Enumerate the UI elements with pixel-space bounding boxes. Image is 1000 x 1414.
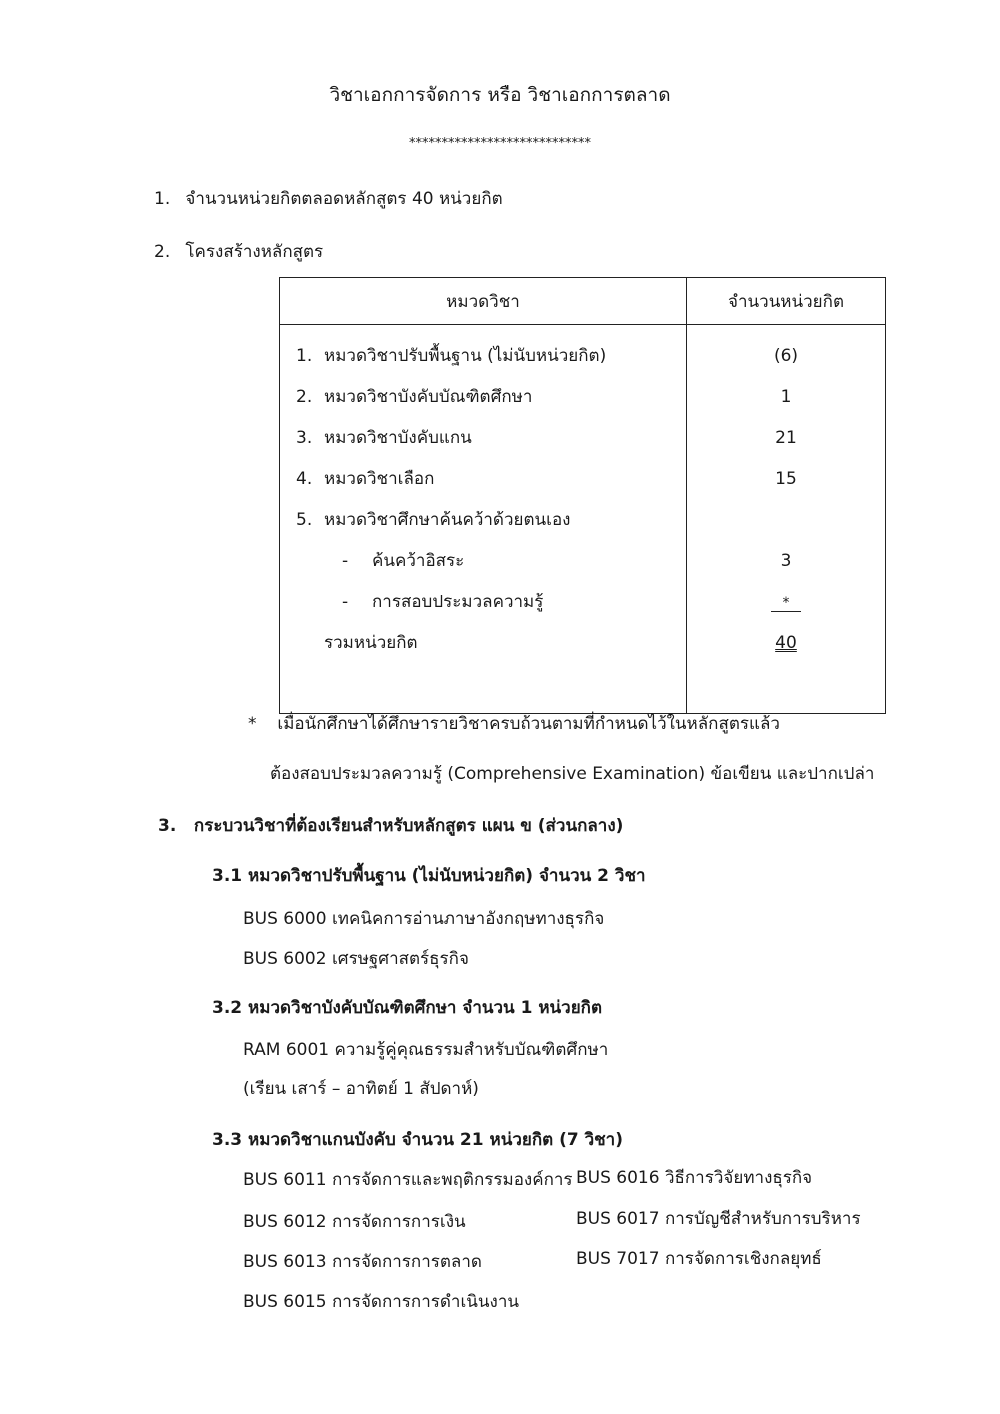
course-item: BUS 6011 การจัดการและพฤติกรรมองค์การ: [243, 1170, 573, 1190]
course-item: BUS 6000 เทคนิคการอ่านภาษาอังกฤษทางธุรกิจ: [243, 909, 605, 929]
course-item: BUS 6017 การบัญชีสำหรับการบริหาร: [576, 1209, 861, 1229]
table-row: [280, 581, 886, 622]
course-item: BUS 7017 การจัดการเชิงกลยุทธ์: [576, 1249, 822, 1269]
note-mark: *: [248, 714, 257, 734]
row-number: 1.: [296, 346, 313, 366]
total-value: 40: [775, 632, 797, 653]
row-bullet: -: [342, 592, 349, 612]
document-title: วิชาเอกการจัดการ หรือ วิชาเอกการตลาด: [329, 84, 671, 106]
item-1-number: 1.: [154, 189, 171, 209]
table-row: [280, 325, 886, 377]
row-label: หมวดวิชาปรับพื้นฐาน (ไม่นับหน่วยกิต): [324, 346, 607, 366]
row-label: หมวดวิชาบังคับแกน: [324, 428, 472, 448]
course-note: (เรียน เสาร์ – อาทิตย์ 1 สัปดาห์): [243, 1079, 479, 1099]
table-header-row: [280, 278, 886, 325]
item-3-text: กระบวนวิชาที่ต้องเรียนสำหรับหลักสูตร แผน ข (ส่วนกลาง): [193, 816, 624, 836]
item-2-text: โครงสร้างหลักสูตร: [185, 242, 324, 262]
item-3-number: 3.: [158, 816, 177, 836]
note-block: [248, 710, 780, 737]
curriculum-structure-table: [279, 277, 886, 714]
row-bullet: -: [342, 551, 349, 571]
row-label: หมวดวิชาศึกษาค้นคว้าด้วยตนเอง: [324, 510, 571, 530]
row-value: 3: [687, 540, 886, 581]
row-value: 21: [687, 417, 886, 458]
item-2: [154, 238, 323, 265]
header-credits: จำนวนหน่วยกิต: [687, 278, 886, 325]
item-1-text: จำนวนหน่วยกิตตลอดหลักสูตร 40 หน่วยกิต: [185, 189, 503, 209]
row-number: 3.: [296, 428, 313, 448]
row-value: 15: [687, 458, 886, 499]
course-item: BUS 6015 การจัดการการดำเนินงาน: [243, 1292, 519, 1312]
header-category: หมวดวิชา: [280, 278, 687, 325]
section-3-3-heading: 3.3 หมวดวิชาแกนบังคับ จำนวน 21 หน่วยกิต (7 วิชา): [212, 1130, 623, 1150]
section-3-1-heading: 3.1 หมวดวิชาปรับพื้นฐาน (ไม่นับหน่วยกิต) จำนวน 2 วิชา: [212, 866, 646, 886]
row-label: การสอบประมวลความรู้: [372, 592, 544, 612]
row-number: 5.: [296, 510, 313, 530]
note-line-1: เมื่อนักศึกษาได้ศึกษารายวิชาครบถ้วนตามที่กำหนดไว้ในหลักสูตรแล้ว: [277, 714, 780, 734]
row-value: (6): [687, 325, 886, 377]
total-label: รวมหน่วยกิต: [324, 633, 418, 653]
table-row: [280, 540, 886, 581]
row-number: 4.: [296, 469, 313, 489]
item-2-number: 2.: [154, 242, 171, 262]
course-item: BUS 6012 การจัดการการเงิน: [243, 1212, 466, 1232]
table-row-spacer: [280, 663, 886, 714]
course-item: RAM 6001 ความรู้คู่คุณธรรมสำหรับบัณฑิตศึกษา: [243, 1040, 609, 1060]
table-row: [280, 376, 886, 417]
note-line-2: ต้องสอบประมวลความรู้ (Comprehensive Examination) ข้อเขียน และปากเปล่า: [270, 764, 875, 784]
row-number: 2.: [296, 387, 313, 407]
row-label: ค้นคว้าอิสระ: [372, 551, 465, 571]
row-label: หมวดวิชาเลือก: [324, 469, 435, 489]
table-row: [280, 499, 886, 540]
item-3: [158, 812, 623, 839]
separator: ****************************: [409, 136, 591, 151]
row-value: 1: [687, 376, 886, 417]
course-item: BUS 6002 เศรษฐศาสตร์ธุรกิจ: [243, 949, 469, 969]
section-3-2-heading: 3.2 หมวดวิชาบังคับบัณฑิตศึกษา จำนวน 1 หน่วยกิต: [212, 998, 603, 1018]
row-label: หมวดวิชาบังคับบัณฑิตศึกษา: [324, 387, 533, 407]
item-1: [154, 185, 503, 212]
table-row: [280, 417, 886, 458]
row-value: [687, 499, 886, 540]
course-item: BUS 6016 วิธีการวิจัยทางธุรกิจ: [576, 1168, 813, 1188]
table-row-total: [280, 622, 886, 663]
course-item: BUS 6013 การจัดการการตลาด: [243, 1252, 482, 1272]
row-value: *: [771, 595, 801, 612]
table-row: [280, 458, 886, 499]
